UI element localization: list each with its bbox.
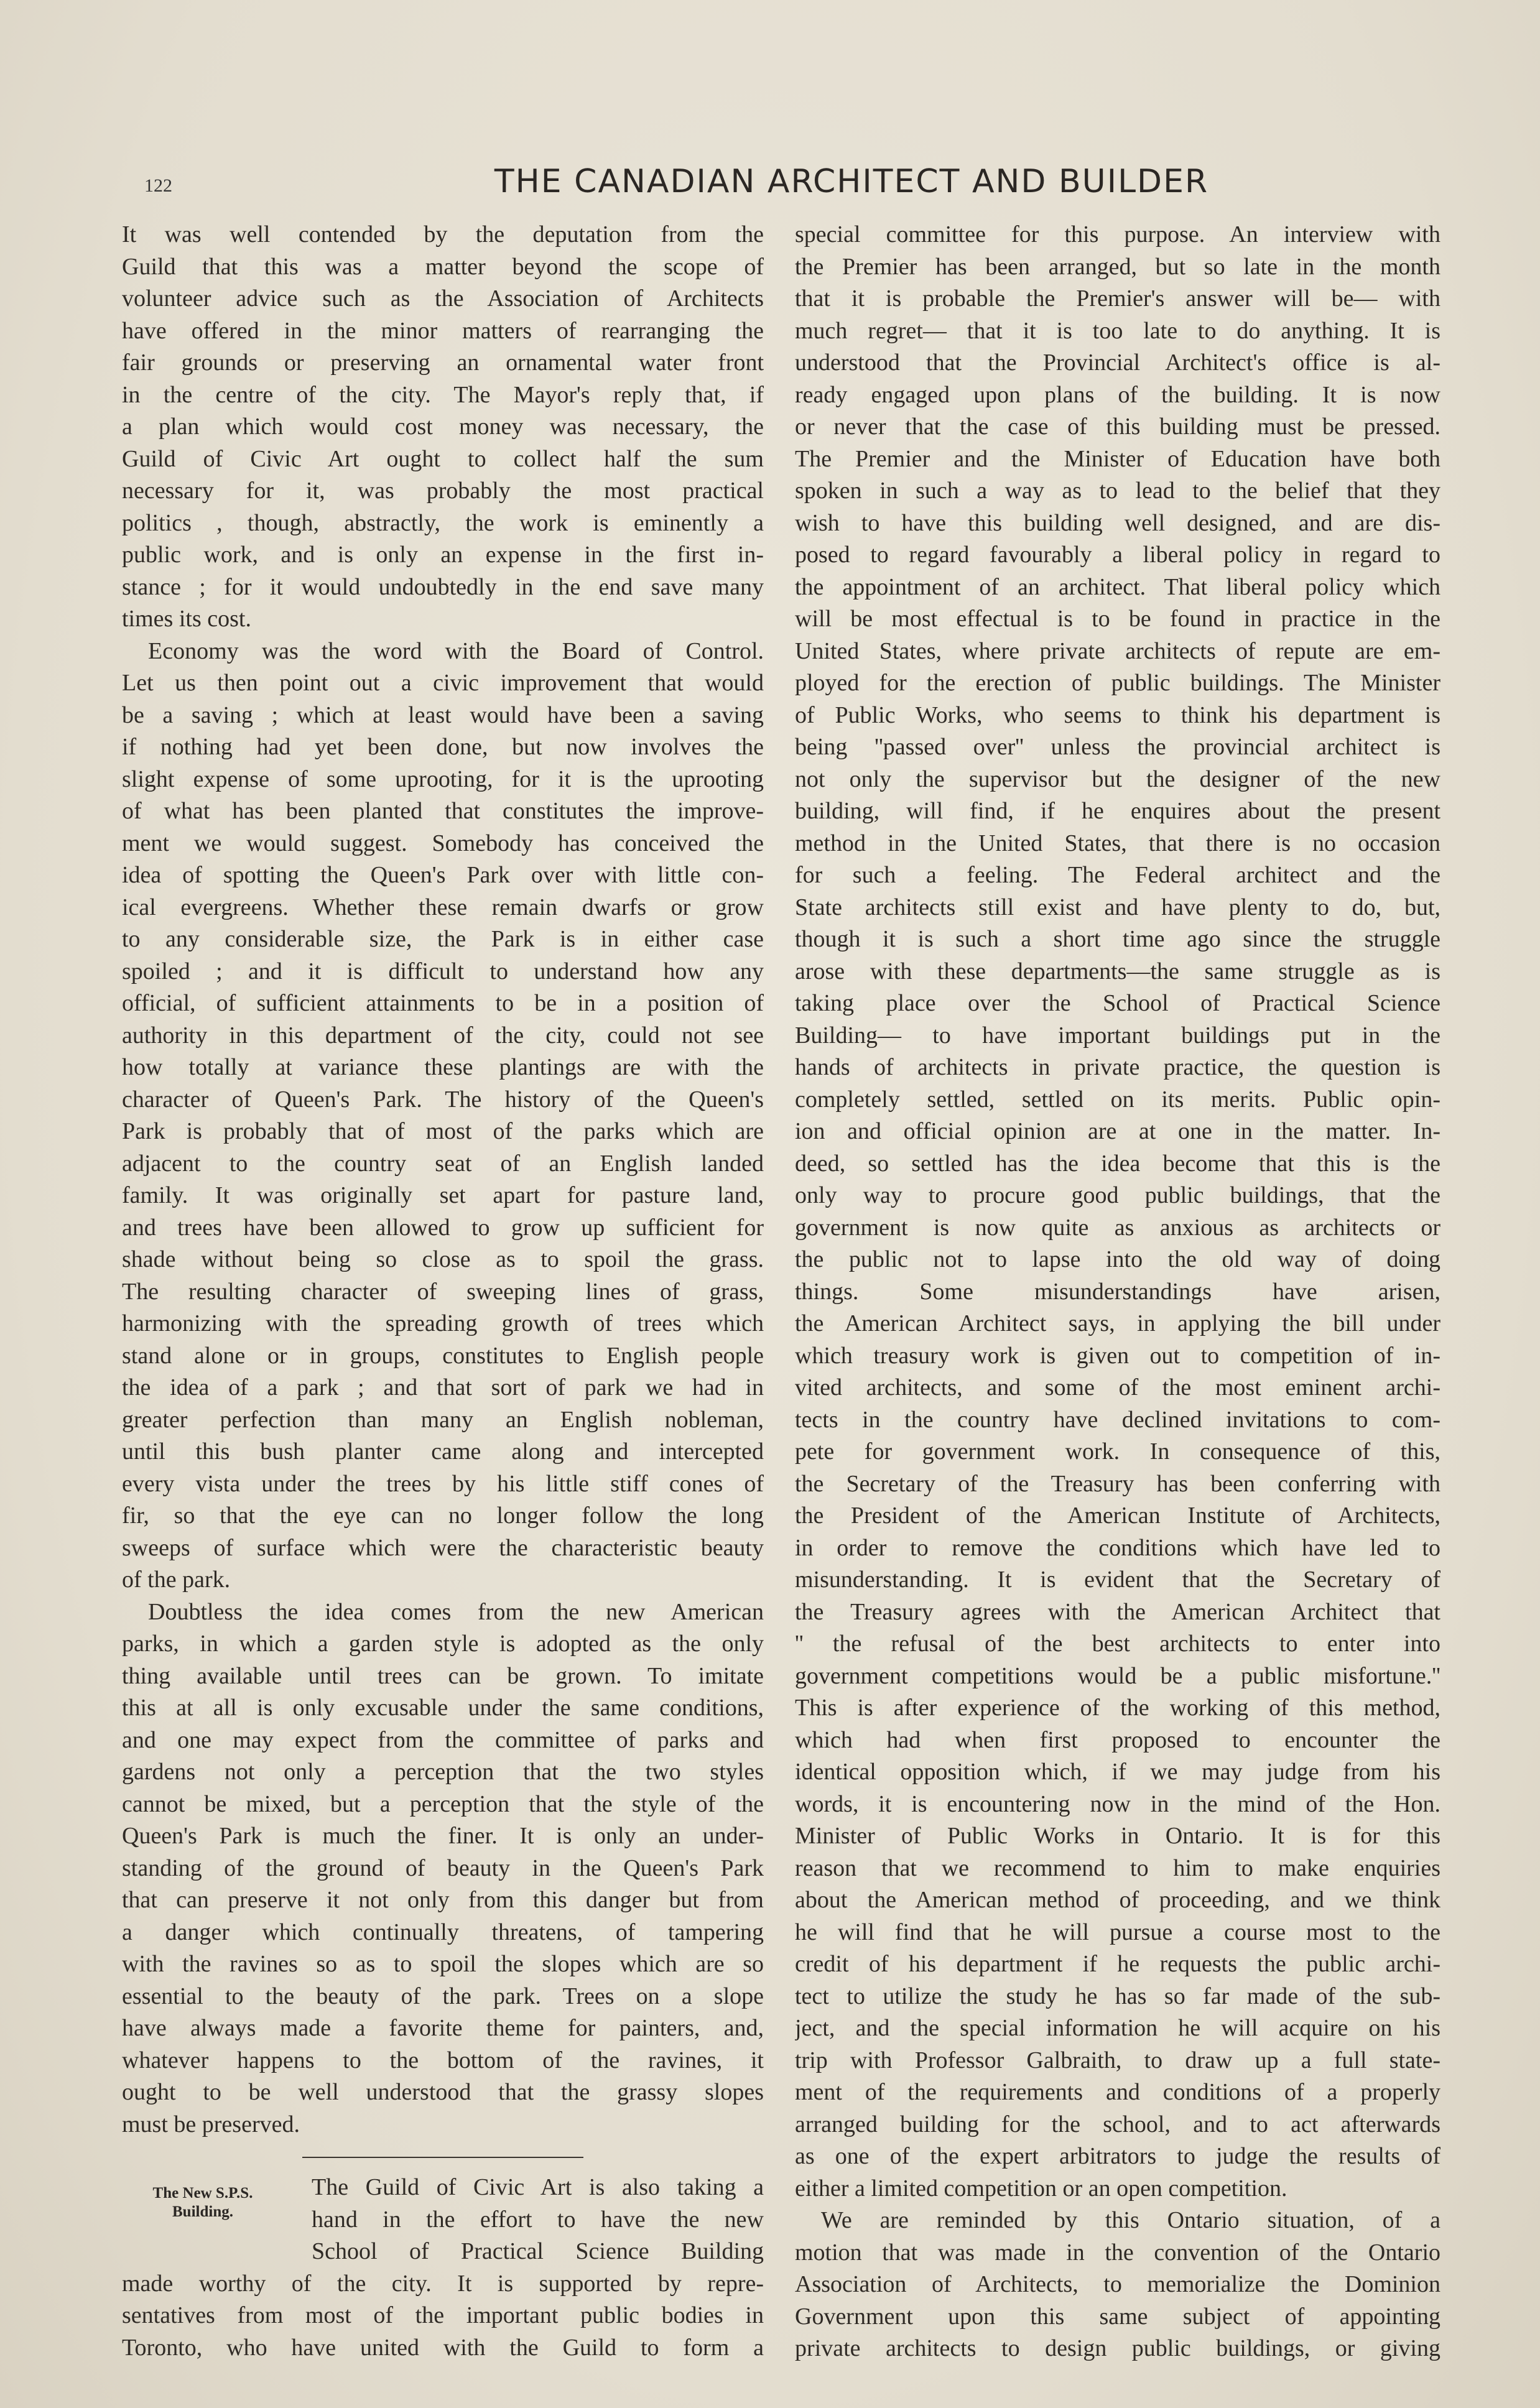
text-line: posed to regard favourably a liberal policy in regard to: [795, 542, 1440, 568]
text-line: The Guild of Civic Art is also taking a: [312, 2174, 764, 2200]
text-line: taking place over the School of Practical Science: [795, 990, 1440, 1016]
text-line: thing available until trees can be grown. To imitate: [122, 1662, 764, 1689]
section-divider: [302, 2157, 583, 2158]
text-line: that can preserve it not only from this danger but from: [122, 1887, 764, 1913]
text-line: method in the United States, that there is no occasion: [795, 830, 1440, 856]
text-line: though it is such a short time ago since the struggle: [795, 926, 1440, 952]
text-line: essential to the beauty of the park. Trees on a slope: [122, 1983, 764, 2009]
text-line: and one may expect from the committee of parks and: [122, 1726, 764, 1753]
paragraph-special-committee: [795, 219, 1440, 2205]
text-line: this at all is only excusable under the same conditions,: [122, 1695, 764, 1721]
text-line: he will find that he will pursue a course most to the: [795, 1919, 1440, 1945]
left-column: [122, 219, 764, 2364]
text-line: which treasury work is given out to competition of in-: [795, 1342, 1440, 1369]
text-line: of the park.: [122, 1567, 231, 1593]
text-line: for such a feeling. The Federal architect and the: [795, 862, 1440, 888]
text-line: parks, in which a garden style is adopted as the only: [122, 1631, 764, 1657]
text-line: tect to utilize the study he has so far made of the sub-: [795, 1983, 1440, 2009]
text-line: be a saving ; which at least would have been a saving: [122, 702, 764, 728]
text-line: credit of his department if he requests the public archi-: [795, 1951, 1440, 1977]
paragraph-economy: [122, 636, 764, 1596]
text-line: wish to have this building well designed, and are dis-: [795, 509, 1440, 536]
text-line: the Premier has been arranged, but so late in the month: [795, 253, 1440, 280]
text-line: times its cost.: [122, 606, 251, 632]
text-line: vited architects, and some of the most eminent archi-: [795, 1374, 1440, 1401]
paragraph-ontario-situation: [795, 2205, 1440, 2365]
text-line: things. Some misunderstandings have arisen,: [795, 1278, 1440, 1305]
text-line: trip with Professor Galbraith, to draw up a full state-: [795, 2047, 1440, 2073]
text-line: Let us then point out a civic improvement that would: [122, 670, 764, 696]
text-line: of Public Works, who seems to think his department is: [795, 702, 1440, 728]
sidenote-heading: [141, 2184, 265, 2221]
paragraph-guild-deputation: [122, 219, 764, 636]
text-line: spoken in such a way as to lead to the belief that they: [795, 478, 1440, 504]
text-line: the President of the American Institute of Architects,: [795, 1503, 1440, 1529]
text-line: and trees have been allowed to grow up sufficient for: [122, 1214, 764, 1241]
text-line: standing of the ground of beauty in the Queen's Park: [122, 1855, 764, 1881]
text-line: We are reminded by this Ontario situation, of a: [821, 2207, 1440, 2233]
text-line: necessary for it, was probably the most practical: [122, 478, 764, 504]
text-line: authority in this department of the city, could not see: [122, 1022, 764, 1049]
text-line: a plan which would cost money was necessary, the: [122, 414, 764, 440]
text-line: ject, and the special information he will acquire on his: [795, 2015, 1440, 2041]
text-line: cannot be mixed, but a perception that the style of the: [122, 1790, 764, 1817]
right-column: [795, 219, 1440, 2365]
text-line: Association of Architects, to memorialize the Dominion: [795, 2271, 1440, 2297]
text-line: character of Queen's Park. The history of the Queen's: [122, 1086, 764, 1113]
text-line: adjacent to the country seat of an English landed: [122, 1150, 764, 1177]
text-line: or never that the case of this building must be pressed.: [795, 414, 1440, 440]
text-line: will be most effectual is to be found in practice in the: [795, 606, 1440, 632]
text-line: the American Architect says, in applying the bill under: [795, 1310, 1440, 1336]
text-line: completely settled, settled on its merits. Public opin-: [795, 1086, 1440, 1113]
text-line: government is now quite as anxious as architects or: [795, 1214, 1440, 1241]
text-line: '' the refusal of the best architects to enter into: [795, 1631, 1440, 1657]
text-line: about the American method of proceeding, and we think: [795, 1887, 1440, 1913]
text-line: public work, and is only an expense in the first in-: [122, 542, 764, 568]
text-line: Doubtless the idea comes from the new American: [148, 1598, 764, 1625]
text-line: motion that was made in the convention of the Ontario: [795, 2239, 1440, 2266]
text-line: ical evergreens. Whether these remain dwarfs or grow: [122, 894, 764, 920]
text-line: ployed for the erection of public buildings. The Minister: [795, 670, 1440, 696]
text-line: only way to procure good public buildings, that the: [795, 1182, 1440, 1208]
text-line: which had when first proposed to encounter the: [795, 1726, 1440, 1753]
text-line: tects in the country have declined invitations to com-: [795, 1406, 1440, 1433]
journal-title: THE CANADIAN ARCHITECT AND BUILDER: [494, 163, 1209, 200]
text-line: United States, where private architects of repute are em-: [795, 637, 1440, 664]
text-line: School of Practical Science Building: [312, 2238, 764, 2264]
text-line: sentatives from most of the important public bodies in: [122, 2302, 764, 2328]
text-line: shade without being so close as to spoil the grass.: [122, 1246, 764, 1272]
text-line: have always made a favorite theme for painters, and,: [122, 2015, 764, 2041]
page-number: 122: [144, 175, 172, 196]
text-line: special committee for this purpose. An interview with: [795, 221, 1440, 248]
text-line: in order to remove the conditions which have led to: [795, 1534, 1440, 1561]
text-line: State architects still exist and have plenty to do, but,: [795, 894, 1440, 920]
text-line: spoiled ; and it is difficult to understand how any: [122, 958, 764, 984]
text-line: This is after experience of the working of this method,: [795, 1695, 1440, 1721]
text-line: understood that the Provincial Architect's office is al-: [795, 350, 1440, 376]
text-line: made worthy of the city. It is supported by repre-: [122, 2270, 764, 2297]
text-line: gardens not only a perception that the two styles: [122, 1759, 764, 1785]
text-line: family. It was originally set apart for pasture land,: [122, 1182, 764, 1208]
text-line: have offered in the minor matters of rearranging the: [122, 317, 764, 344]
text-line: ment of the requirements and conditions of a properly: [795, 2079, 1440, 2105]
text-line: must be preserved.: [122, 2111, 300, 2137]
text-line: fir, so that the eye can no longer follow the long: [122, 1503, 764, 1529]
text-line: idea of spotting the Queen's Park over with little con-: [122, 862, 764, 888]
text-line: Guild that this was a matter beyond the scope of: [122, 253, 764, 280]
text-line: Government upon this same subject of appointing: [795, 2303, 1440, 2330]
text-line: volunteer advice such as the Association of Architects: [122, 285, 764, 312]
text-line: if nothing had yet been done, but now involves the: [122, 734, 764, 760]
text-line: Toronto, who have united with the Guild to form a: [122, 2334, 764, 2361]
text-line: building, will find, if he enquires about the present: [795, 798, 1440, 824]
text-line: with the ravines so as to spoil the slopes which are so: [122, 1951, 764, 1977]
text-line: much regret— that it is too late to do anything. It is: [795, 317, 1440, 344]
text-line: until this bush planter came along and intercepted: [122, 1438, 764, 1465]
text-line: stance ; for it would undoubtedly in the end save many: [122, 573, 764, 600]
text-line: the Treasury agrees with the American Architect that: [795, 1598, 1440, 1625]
text-line: the Secretary of the Treasury has been conferring with: [795, 1470, 1440, 1497]
text-line: reason that we recommend to him to make enquiries: [795, 1855, 1440, 1881]
text-line: the public not to lapse into the old way of doing: [795, 1246, 1440, 1272]
text-line: the appointment of an architect. That liberal policy which: [795, 573, 1440, 600]
text-line: Queen's Park is much the finer. It is only an under-: [122, 1823, 764, 1849]
text-line: ment we would suggest. Somebody has conceived the: [122, 830, 764, 856]
text-line: the idea of a park ; and that sort of park we had in: [122, 1374, 764, 1401]
text-line: hand in the effort to have the new: [312, 2206, 764, 2233]
text-line: ready engaged upon plans of the building. It is now: [795, 381, 1440, 408]
text-line: not only the supervisor but the designer of the new: [795, 766, 1440, 792]
text-line: identical opposition which, if we may judge from his: [795, 1759, 1440, 1785]
text-line: of what has been planted that constitutes the improve-: [122, 798, 764, 824]
text-line: in the centre of the city. The Mayor's reply that, if: [122, 381, 764, 408]
text-line: official, of sufficient attainments to be in a position of: [122, 990, 764, 1016]
text-line: words, it is encountering now in the mind of the Hon.: [795, 1790, 1440, 1817]
text-line: arranged building for the school, and to act afterwards: [795, 2111, 1440, 2137]
text-line: greater perfection than many an English nobleman,: [122, 1406, 764, 1433]
text-line: a danger which continually threatens, of tampering: [122, 1919, 764, 1945]
text-line: as one of the expert arbitrators to judge the results of: [795, 2143, 1440, 2169]
text-line: fair grounds or preserving an ornamental water front: [122, 350, 764, 376]
sidenote-heading-line: Building.: [172, 2203, 233, 2220]
text-line: being ''passed over'' unless the provincial architect is: [795, 734, 1440, 760]
text-line: either a limited competition or an open competition.: [795, 2175, 1287, 2202]
text-line: Building— to have important buildings put in the: [795, 1022, 1440, 1049]
text-line: slight expense of some uprooting, for it is the uprooting: [122, 766, 764, 792]
text-line: The Premier and the Minister of Education have both: [795, 445, 1440, 472]
text-line: Minister of Public Works in Ontario. It is for this: [795, 1823, 1440, 1849]
sidenote-section: [122, 2172, 764, 2268]
text-line: Park is probably that of most of the parks which are: [122, 1118, 764, 1144]
page-header: [118, 163, 1443, 213]
text-line: that it is probable the Premier's answer will be— with: [795, 285, 1440, 312]
text-line: whatever happens to the bottom of the ravines, it: [122, 2047, 764, 2073]
text-line: pete for government work. In consequence of this,: [795, 1438, 1440, 1465]
text-line: It was well contended by the deputation from the: [122, 221, 764, 248]
text-line: ought to be well understood that the grassy slopes: [122, 2079, 764, 2105]
text-line: to any considerable size, the Park is in either case: [122, 926, 764, 952]
text-line: ion and official opinion are at one in the matter. In-: [795, 1118, 1440, 1144]
text-line: hands of architects in private practice, the question is: [795, 1054, 1440, 1080]
text-line: every vista under the trees by his little stiff cones of: [122, 1470, 764, 1497]
text-line: arose with these departments—the same struggle as is: [795, 958, 1440, 984]
text-line: harmonizing with the spreading growth of trees which: [122, 1310, 764, 1336]
text-line: sweeps of surface which were the characteristic beauty: [122, 1534, 764, 1561]
text-line: how totally at variance these plantings are with the: [122, 1054, 764, 1080]
text-line: government competitions would be a public misfortune.'': [795, 1662, 1440, 1689]
text-line: stand alone or in groups, constitutes to English people: [122, 1342, 764, 1369]
text-line: Economy was the word with the Board of Control.: [148, 637, 764, 664]
paragraph-american-parks: [122, 1596, 764, 2141]
sidenote-heading-line: The New S.P.S.: [152, 2185, 253, 2202]
text-line: private architects to design public buildings, or giving: [795, 2335, 1440, 2361]
text-line: misunderstanding. It is evident that the Secretary of: [795, 1567, 1440, 1593]
text-line: politics , though, abstractly, the work is eminently a: [122, 509, 764, 536]
text-line: The resulting character of sweeping lines of grass,: [122, 1278, 764, 1305]
text-line: Guild of Civic Art ought to collect half the sum: [122, 445, 764, 472]
paragraph-sps-building: [122, 2268, 764, 2364]
text-line: deed, so settled has the idea become that this is the: [795, 1150, 1440, 1177]
